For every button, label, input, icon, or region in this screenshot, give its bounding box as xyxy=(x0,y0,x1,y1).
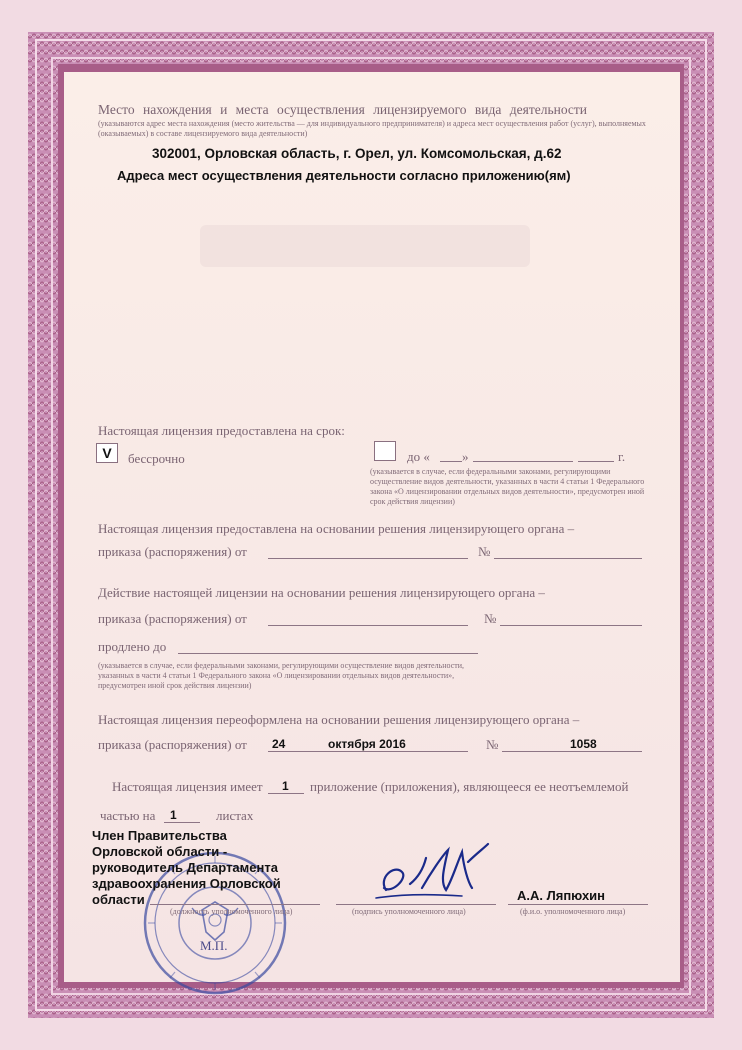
signature-line xyxy=(336,904,496,905)
until-label: до « xyxy=(407,449,430,464)
stamp-caption: М.П. xyxy=(200,938,228,953)
until-day-line xyxy=(440,461,462,462)
extended-number-line xyxy=(500,625,642,626)
name-line xyxy=(508,904,648,905)
granted-heading: Настоящая лицензия предоставлена на основании решения лицензирующего органа – xyxy=(98,521,575,536)
extended-order-label: приказа (распоряжения) от xyxy=(98,611,247,626)
until-month-line xyxy=(473,461,573,462)
until-checkbox[interactable] xyxy=(374,441,396,461)
sheets-label: листах xyxy=(216,808,254,823)
granted-number-line xyxy=(494,558,642,559)
reissued-month-year: октября 2016 xyxy=(328,737,406,751)
extended-until-label: продлено до xyxy=(98,639,167,654)
signatory-position-line-4: здравоохранения Орловской xyxy=(92,876,281,891)
attachments-count: 1 xyxy=(282,779,289,793)
granted-order-label: приказа (распоряжения) от xyxy=(98,544,247,559)
watermark xyxy=(200,225,530,267)
signatory-name: А.А. Ляпюхин xyxy=(517,888,606,903)
indefinite-checkbox[interactable]: V xyxy=(96,443,118,463)
attachments-count-line xyxy=(268,793,304,794)
name-caption: (ф.и.о. уполномоченного лица) xyxy=(520,907,626,916)
granted-date-line xyxy=(268,558,468,559)
reissued-number-line xyxy=(502,751,642,752)
until-quote-close: » xyxy=(462,449,469,464)
reissued-order-label: приказа (распоряжения) от xyxy=(98,737,247,752)
extended-date-line xyxy=(268,625,468,626)
until-note: (указывается в случае, если федеральными законами, регулирующими осуществление видов деятельности, указанных в части 4 статьи 1 Федерального закона «О лицензировании отдельных видов деятельности», предусмотрен иной срок действия лицензии) xyxy=(370,467,645,506)
signatory-position-line-2: Орловской области - xyxy=(92,844,228,859)
position-line xyxy=(150,904,320,905)
reissued-date-line xyxy=(268,751,468,752)
extended-number-label: № xyxy=(484,611,497,626)
indefinite-label: бессрочно xyxy=(128,451,185,466)
signatory-position-line-5: области xyxy=(92,892,145,907)
attachments-text-after: приложение (приложения), являющееся ее неотъемлемой xyxy=(310,779,629,794)
sheets-count: 1 xyxy=(170,808,177,822)
handwritten-signature xyxy=(372,838,492,908)
position-caption: (должность уполномоченного лица) xyxy=(170,907,293,916)
reissued-number-label: № xyxy=(486,737,499,752)
sheets-label-before: частью на xyxy=(100,808,156,823)
reissued-heading: Настоящая лицензия переоформлена на основании решения лицензирующего органа – xyxy=(98,712,580,727)
address-value: 302001, Орловская область, г. Орел, ул. Комсомольская, д.62 xyxy=(152,146,562,161)
sheets-count-line xyxy=(164,822,200,823)
location-note: (указываются адрес места нахождения (место жительства — для индивидуального предпринимателя) и адреса мест осуществления работ (услуг), выполняемых (оказываемых) в составе лицензируемого вида деятельности) xyxy=(98,119,646,138)
reissued-number: 1058 xyxy=(570,737,597,751)
extended-until-line xyxy=(178,653,478,654)
signatory-position-line-3: руководитель Департамента xyxy=(92,860,278,875)
signatory-position-line-1: Член Правительства xyxy=(92,828,227,843)
location-heading: Место нахождения и места осуществления лицензируемого вида деятельности xyxy=(98,102,588,117)
signature-caption: (подпись уполномоченного лица) xyxy=(352,907,466,916)
term-heading: Настоящая лицензия предоставлена на срок: xyxy=(98,423,345,438)
extended-heading: Действие настоящей лицензии на основании решения лицензирующего органа – xyxy=(98,585,545,600)
reissued-day: 24 xyxy=(272,737,286,751)
until-year-line xyxy=(578,461,614,462)
attachments-text-before: Настоящая лицензия имеет xyxy=(112,779,263,794)
granted-number-label: № xyxy=(478,544,491,559)
until-year-suffix: г. xyxy=(618,449,626,464)
activity-places: Адреса мест осуществления деятельности согласно приложению(ям) xyxy=(117,168,571,183)
extended-note: (указывается в случае, если федеральными законами, регулирующими осуществление видов деятельности, указанных в части 4 статьи 1 Федерального закона «О лицензировании отдельных видов деятельности», предусмотрен иной срок действия лицензии) xyxy=(98,661,465,690)
